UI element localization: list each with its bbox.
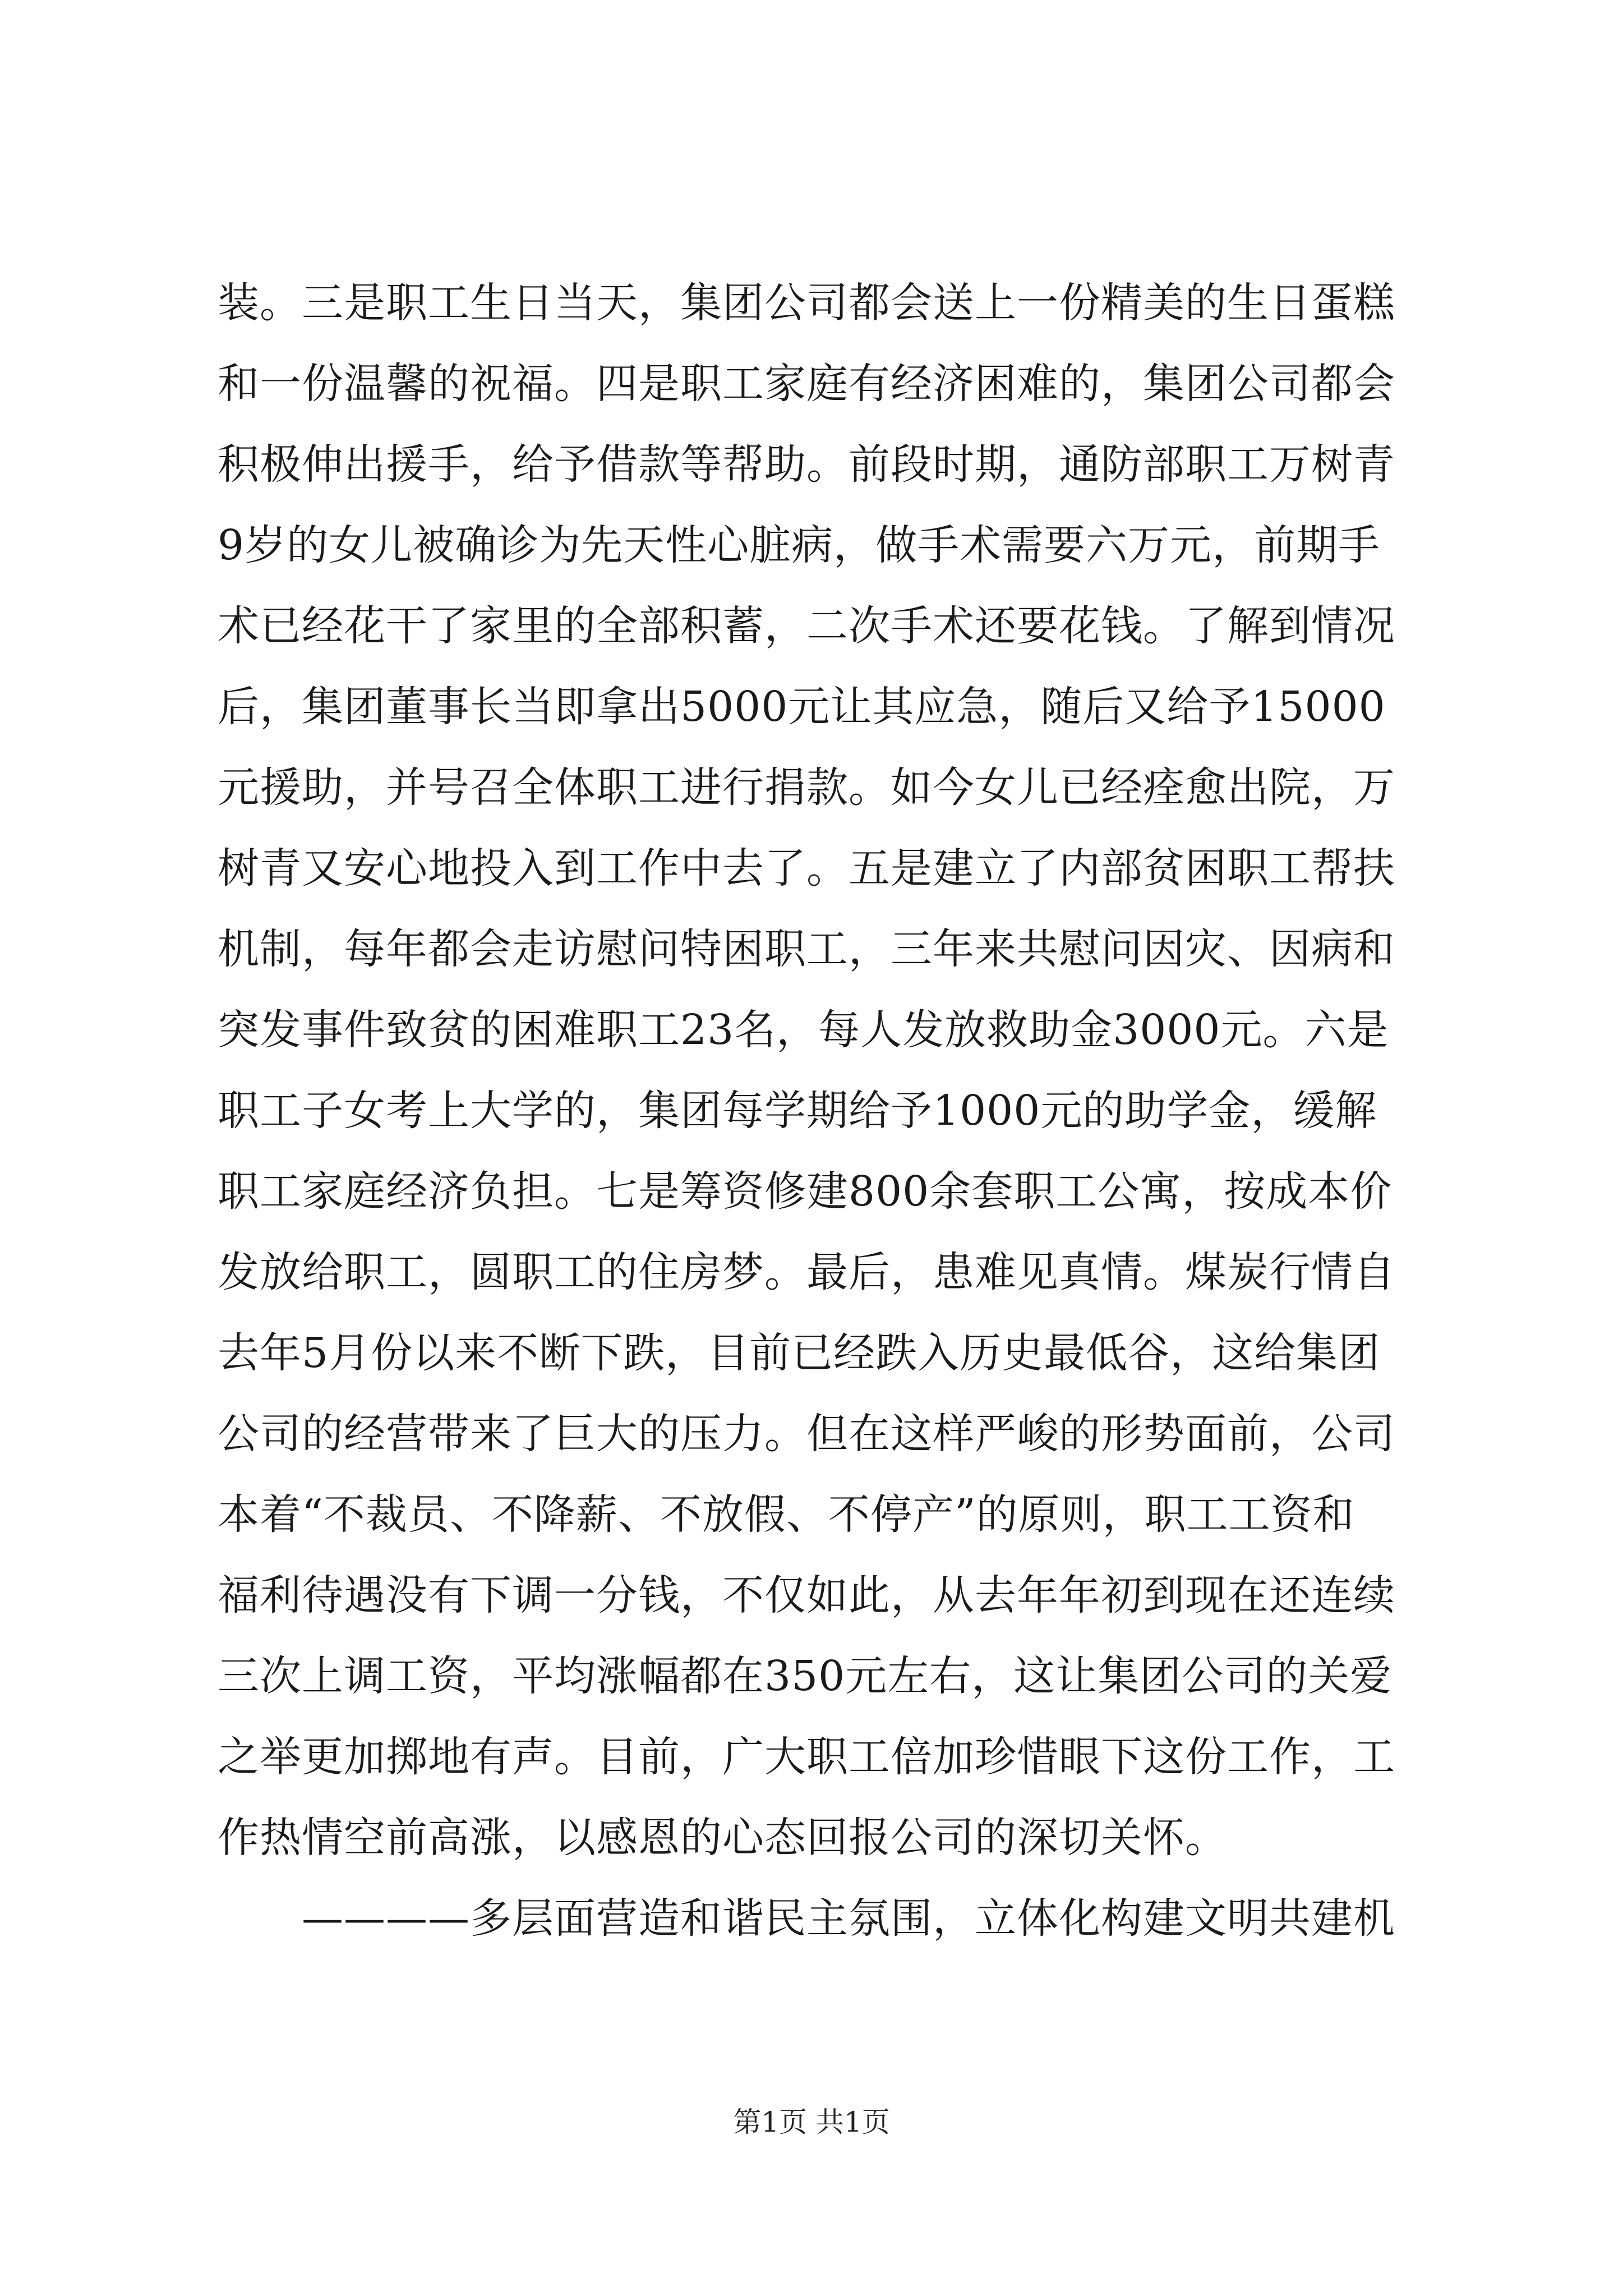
text-line: 发放给职工，圆职工的住房梦。最后，患难见真情。煤炭行情自	[218, 1248, 1395, 1296]
text-line: 职工家庭经济负担。七是筹资修建800余套职工公寓，按成本价	[218, 1167, 1393, 1216]
text-line: 和一份温馨的祝福。四是职工家庭有经济困难的，集团公司都会	[218, 360, 1395, 408]
text-line: 去年5月份以来不断下跌，目前已经跌入历史最低谷，这给集团	[218, 1329, 1381, 1377]
text-line: 后，集团董事长当即拿出5000元让其应急，随后又给予15000	[218, 683, 1386, 731]
text-line: 树青又安心地投入到工作中去了。五是建立了内部贫困职工帮扶	[218, 844, 1395, 892]
text-line: 9岁的女儿被确诊为先天性心脏病，做手术需要六万元，前期手	[218, 521, 1381, 569]
text-line: 突发事件致贫的困难职工23名，每人发放救助金3000元。六是	[218, 1006, 1389, 1054]
text-line: 术已经花干了家里的全部积蓄，二次手术还要花钱。了解到情况	[218, 602, 1395, 650]
text-line: 之举更加掷地有声。目前，广大职工倍加珍惜眼下这份工作，工	[218, 1733, 1395, 1781]
page-footer: 第1页 共1页	[733, 2106, 890, 2138]
text-line: 公司的经营带来了巨大的压力。但在这样严峻的形势面前，公司	[218, 1410, 1395, 1458]
text-line: 作热情空前高涨，以感恩的心态回报公司的深切关怀。	[218, 1814, 1227, 1862]
text-line: 积极伸出援手，给予借款等帮助。前段时期，通防部职工万树青	[218, 440, 1395, 489]
text-line-indented: ————多层面营造和谐民主氛围，立体化构建文明共建机	[302, 1894, 1395, 1943]
text-line: 福利待遇没有下调一分钱，不仅如此，从去年年初到现在还连续	[218, 1571, 1395, 1619]
text-line: 三次上调工资，平均涨幅都在350元左右，这让集团公司的关爱	[218, 1652, 1393, 1700]
text-line: 职工子女考上大学的，集团每学期给予1000元的助学金，缓解	[218, 1087, 1377, 1135]
text-line: 机制，每年都会走访慰问特困职工，三年来共慰问因灾、因病和	[218, 925, 1395, 973]
text-line: 本着“不裁员、不降薪、不放假、不停产”的原则，职工工资和	[218, 1490, 1355, 1539]
text-line: 元援助，并号召全体职工进行捐款。如今女儿已经痊愈出院，万	[218, 763, 1395, 812]
text-line: 装。三是职工生日当天，集团公司都会送上一份精美的生日蛋糕	[218, 279, 1395, 327]
